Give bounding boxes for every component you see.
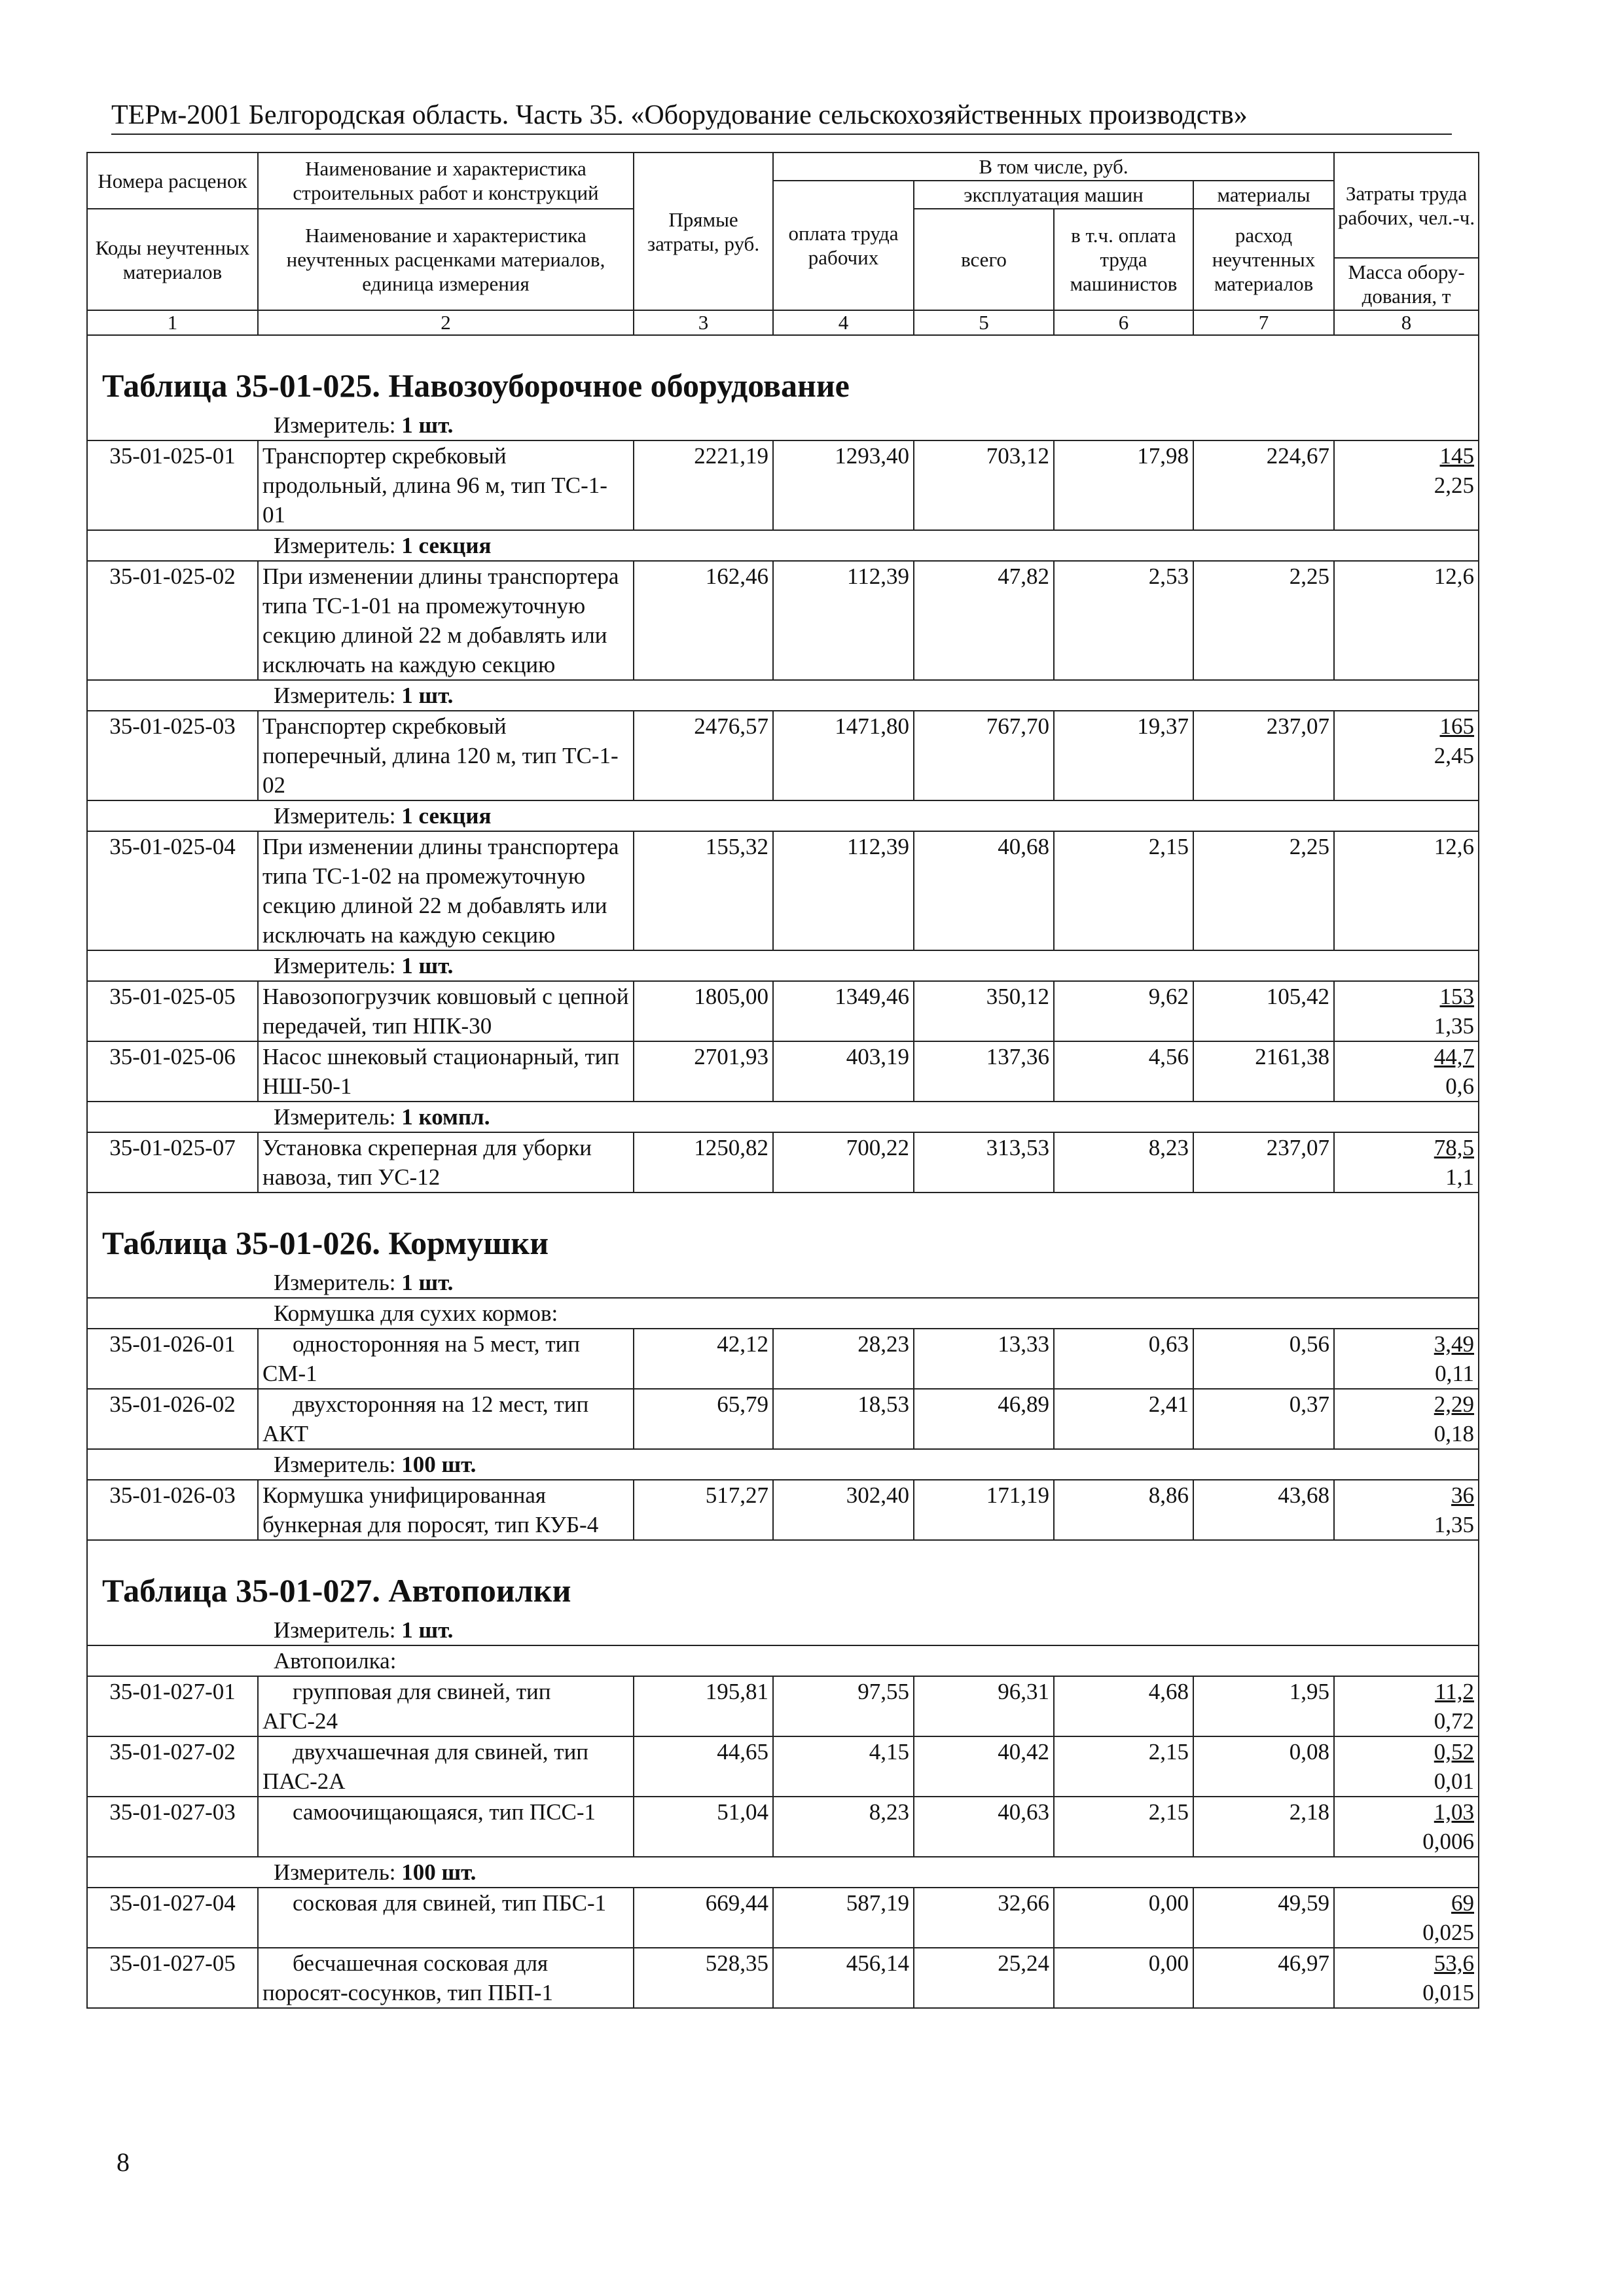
section-title-row — [87, 335, 1479, 410]
head-col1-top: Номера расценок — [87, 152, 258, 209]
rate-name: групповая для свиней, тип АГС-24 — [258, 1676, 634, 1736]
value-v6: 8,23 — [1054, 1132, 1193, 1193]
running-header: ТЕРм-2001 Белгородская область. Часть 35. «Оборудование сельскохозяйственных производств» — [111, 100, 1248, 130]
table-row — [87, 1676, 1479, 1736]
labor-mass-cell — [1334, 1888, 1479, 1948]
measure-unit: 100 шт. — [401, 1452, 477, 1477]
value-v5: 40,42 — [914, 1736, 1054, 1797]
equipment-mass: 0,01 — [1434, 1768, 1475, 1794]
measure-cell — [87, 1268, 1479, 1298]
table-row — [87, 1480, 1479, 1540]
table-row — [87, 1736, 1479, 1797]
head-col3: Прямые затраты, руб. — [634, 152, 773, 310]
labor-mass-cell — [1334, 440, 1479, 530]
labor-mass-cell — [1334, 711, 1479, 800]
value-v6: 8,86 — [1054, 1480, 1193, 1540]
labor-cost: 78,5 — [1434, 1135, 1475, 1160]
value-v3: 517,27 — [634, 1480, 773, 1540]
measure-unit: 1 шт. — [401, 1270, 454, 1295]
rate-name: Транспортер скребковый продольный, длина 96 м, тип ТС-1-01 — [258, 440, 634, 530]
rate-code: 35-01-026-01 — [87, 1329, 258, 1389]
group-heading: Автопоилка: — [87, 1645, 1479, 1676]
value-v4: 4,15 — [773, 1736, 914, 1797]
rate-name: Установка скреперная для уборки навоза, тип УС-12 — [258, 1132, 634, 1193]
measure-label: Измеритель: — [274, 1452, 396, 1477]
equipment-mass: 1,35 — [1434, 1013, 1475, 1039]
measure-label: Измеритель: — [274, 533, 396, 558]
measure-label: Измеритель: — [274, 683, 396, 708]
measure-unit: 1 компл. — [401, 1104, 490, 1130]
value-v6: 9,62 — [1054, 981, 1193, 1041]
equipment-mass: 0,11 — [1435, 1361, 1475, 1386]
value-v7: 0,37 — [1193, 1389, 1334, 1449]
section-title: Таблица 35-01-027. Автопоилки — [102, 1572, 571, 1609]
head-machines: эксплуатация машин — [914, 181, 1193, 209]
measure-unit: 1 шт. — [401, 412, 454, 438]
section-title-cell — [87, 1540, 1479, 1615]
equipment-mass: 0,18 — [1434, 1421, 1475, 1446]
labor-mass-cell — [1334, 1329, 1479, 1389]
measure-cell — [87, 530, 1479, 561]
head-col6: в т.ч. оплата труда машинистов — [1054, 209, 1193, 310]
col-number: 3 — [634, 310, 773, 335]
value-v4: 587,19 — [773, 1888, 914, 1948]
value-v5: 767,70 — [914, 711, 1054, 800]
head-col8-top: Затраты труда рабочих, чел.-ч. — [1334, 152, 1479, 258]
value-v6: 2,15 — [1054, 1797, 1193, 1857]
value-v6: 2,41 — [1054, 1389, 1193, 1449]
measure-unit: 1 шт. — [401, 1617, 454, 1643]
value-v5: 32,66 — [914, 1888, 1054, 1948]
rate-name: самоочищающаяся, тип ПСС-1 — [258, 1797, 634, 1857]
value-v4: 18,53 — [773, 1389, 914, 1449]
table-row — [87, 981, 1479, 1041]
section-title-row — [87, 1193, 1479, 1268]
labor-mass-cell — [1334, 981, 1479, 1041]
labor-cost: 11,2 — [1435, 1679, 1475, 1704]
rate-code: 35-01-026-02 — [87, 1389, 258, 1449]
labor-mass-cell — [1334, 1132, 1479, 1193]
labor-cost: 153 — [1439, 984, 1475, 1009]
value-v7: 49,59 — [1193, 1888, 1334, 1948]
value-v5: 47,82 — [914, 561, 1054, 680]
value-v5: 313,53 — [914, 1132, 1054, 1193]
value-v7: 1,95 — [1193, 1676, 1334, 1736]
value-v3: 51,04 — [634, 1797, 773, 1857]
value-v3: 669,44 — [634, 1888, 773, 1948]
value-v5: 171,19 — [914, 1480, 1054, 1540]
value-v4: 112,39 — [773, 831, 914, 950]
labor-mass-cell — [1334, 1948, 1479, 2008]
value-v3: 1805,00 — [634, 981, 773, 1041]
section-title-row — [87, 1540, 1479, 1615]
labor-cost: 0,52 — [1434, 1739, 1475, 1765]
section-title: Таблица 35-01-026. Кормушки — [102, 1225, 549, 1261]
table-row — [87, 711, 1479, 800]
header-rule — [111, 134, 1452, 135]
value-v7: 2,18 — [1193, 1797, 1334, 1857]
measure-cell — [87, 1857, 1479, 1888]
value-v6: 2,15 — [1054, 831, 1193, 950]
value-v7: 105,42 — [1193, 981, 1334, 1041]
equipment-mass: 2,45 — [1434, 743, 1475, 768]
equipment-mass: 0,025 — [1422, 1920, 1475, 1945]
measure-unit: 1 секция — [401, 803, 492, 829]
value-v4: 112,39 — [773, 561, 914, 680]
labor-cost: 145 — [1439, 443, 1475, 469]
measure-cell — [87, 1615, 1479, 1645]
labor-mass-cell — [1334, 1736, 1479, 1797]
head-materials: материалы — [1193, 181, 1334, 209]
head-col1-bottom: Коды неучтенных материалов — [87, 209, 258, 310]
table-row — [87, 1329, 1479, 1389]
value-v5: 703,12 — [914, 440, 1054, 530]
value-v4: 1471,80 — [773, 711, 914, 800]
value-v6: 2,53 — [1054, 561, 1193, 680]
value-v5: 350,12 — [914, 981, 1054, 1041]
head-col7: расход неучтенных материалов — [1193, 209, 1334, 310]
rate-name: Насос шнековый стационарный, тип НШ-50-1 — [258, 1041, 634, 1102]
measure-unit: 1 секция — [401, 533, 492, 558]
value-v4: 302,40 — [773, 1480, 914, 1540]
head-col4: оплата труда рабочих — [773, 181, 914, 310]
value-v7: 46,97 — [1193, 1948, 1334, 2008]
labor-cost: 12,6 — [1434, 564, 1475, 589]
labor-mass-cell — [1334, 1389, 1479, 1449]
labor-mass-cell — [1334, 1480, 1479, 1540]
rate-code: 35-01-025-07 — [87, 1132, 258, 1193]
value-v3: 162,46 — [634, 561, 773, 680]
value-v6: 0,00 — [1054, 1888, 1193, 1948]
table-row — [87, 561, 1479, 680]
rate-code: 35-01-025-01 — [87, 440, 258, 530]
value-v4: 456,14 — [773, 1948, 914, 2008]
col-number: 6 — [1054, 310, 1193, 335]
value-v6: 4,68 — [1054, 1676, 1193, 1736]
value-v4: 8,23 — [773, 1797, 914, 1857]
group-row — [87, 1298, 1479, 1329]
value-v5: 96,31 — [914, 1676, 1054, 1736]
rate-name: Транспортер скребковый поперечный, длина 120 м, тип ТС-1-02 — [258, 711, 634, 800]
measure-label: Измеритель: — [274, 1859, 396, 1885]
labor-mass-cell — [1334, 1041, 1479, 1102]
measure-cell — [87, 800, 1479, 831]
value-v7: 2,25 — [1193, 561, 1334, 680]
value-v5: 46,89 — [914, 1389, 1054, 1449]
value-v6: 2,15 — [1054, 1736, 1193, 1797]
value-v7: 237,07 — [1193, 1132, 1334, 1193]
value-v4: 700,22 — [773, 1132, 914, 1193]
rate-name: сосковая для свиней, тип ПБС-1 — [258, 1888, 634, 1948]
rate-code: 35-01-027-04 — [87, 1888, 258, 1948]
value-v3: 155,32 — [634, 831, 773, 950]
equipment-mass: 0,6 — [1445, 1073, 1475, 1099]
table-row — [87, 1389, 1479, 1449]
labor-cost: 165 — [1439, 713, 1475, 739]
value-v3: 195,81 — [634, 1676, 773, 1736]
col-number: 5 — [914, 310, 1054, 335]
value-v3: 65,79 — [634, 1389, 773, 1449]
measure-row — [87, 800, 1479, 831]
labor-mass-cell — [1334, 1676, 1479, 1736]
measure-label: Измеритель: — [274, 953, 396, 978]
rate-name: При изменении длины транспортера типа ТС-1-01 на промежуточную секцию длиной 22 м добавлять или исключать на каждую секцию — [258, 561, 634, 680]
measure-label: Измеритель: — [274, 1104, 396, 1130]
rate-code: 35-01-025-02 — [87, 561, 258, 680]
rate-name: односторонняя на 5 мест, тип СМ-1 — [258, 1329, 634, 1389]
measure-cell — [87, 680, 1479, 711]
table-row — [87, 440, 1479, 530]
table-row — [87, 1041, 1479, 1102]
value-v3: 1250,82 — [634, 1132, 773, 1193]
head-col5: всего — [914, 209, 1054, 310]
rate-code: 35-01-025-03 — [87, 711, 258, 800]
rate-code: 35-01-025-04 — [87, 831, 258, 950]
rate-name: Кормушка унифицированная бункерная для поросят, тип КУБ-4 — [258, 1480, 634, 1540]
section-title: Таблица 35-01-025. Навозоуборочное оборудование — [102, 367, 850, 404]
measure-label: Измеритель: — [274, 803, 396, 829]
rate-name: Навозопогрузчик ковшовый с цепной передачей, тип НПК-30 — [258, 981, 634, 1041]
rate-name: бесчашечная сосковая для поросят-сосунков, тип ПБП-1 — [258, 1948, 634, 2008]
head-col8-bottom: Масса обору-дования, т — [1334, 258, 1479, 310]
table-row — [87, 831, 1479, 950]
labor-cost: 69 — [1451, 1890, 1475, 1916]
labor-mass-cell — [1334, 831, 1479, 950]
col-number: 2 — [258, 310, 634, 335]
value-v7: 2,25 — [1193, 831, 1334, 950]
value-v4: 97,55 — [773, 1676, 914, 1736]
col-number: 7 — [1193, 310, 1334, 335]
rate-code: 35-01-027-05 — [87, 1948, 258, 2008]
rate-code: 35-01-027-03 — [87, 1797, 258, 1857]
rate-code: 35-01-026-03 — [87, 1480, 258, 1540]
labor-cost: 36 — [1451, 1482, 1475, 1508]
rate-code: 35-01-025-05 — [87, 981, 258, 1041]
labor-mass-cell — [1334, 1797, 1479, 1857]
equipment-mass: 1,35 — [1434, 1512, 1475, 1537]
value-v3: 44,65 — [634, 1736, 773, 1797]
measure-unit: 1 шт. — [401, 683, 454, 708]
rate-code: 35-01-027-01 — [87, 1676, 258, 1736]
table-row — [87, 1132, 1479, 1193]
value-v7: 2161,38 — [1193, 1041, 1334, 1102]
measure-cell — [87, 950, 1479, 981]
rate-name: двухчашечная для свиней, тип ПАС-2А — [258, 1736, 634, 1797]
value-v4: 28,23 — [773, 1329, 914, 1389]
labor-cost: 1,03 — [1434, 1799, 1475, 1825]
page-number: 8 — [117, 2147, 130, 2177]
rate-name: двухсторонняя на 12 мест, тип АКТ — [258, 1389, 634, 1449]
value-v5: 13,33 — [914, 1329, 1054, 1389]
measure-label: Измеритель: — [274, 1617, 396, 1643]
value-v7: 224,67 — [1193, 440, 1334, 530]
section-title-cell — [87, 335, 1479, 410]
measure-unit: 1 шт. — [401, 953, 454, 978]
measure-row — [87, 1857, 1479, 1888]
table-row — [87, 1797, 1479, 1857]
value-v6: 19,37 — [1054, 711, 1193, 800]
table-row — [87, 1948, 1479, 2008]
group-heading: Кормушка для сухих кормов: — [87, 1298, 1479, 1329]
labor-cost: 3,49 — [1434, 1331, 1475, 1357]
value-v3: 42,12 — [634, 1329, 773, 1389]
col-number: 1 — [87, 310, 258, 335]
labor-cost: 2,29 — [1434, 1391, 1475, 1417]
measure-row — [87, 410, 1479, 440]
value-v6: 17,98 — [1054, 440, 1193, 530]
value-v6: 0,63 — [1054, 1329, 1193, 1389]
measure-row — [87, 1449, 1479, 1480]
equipment-mass: 0,72 — [1434, 1708, 1475, 1734]
equipment-mass: 0,006 — [1422, 1829, 1475, 1854]
col-number: 4 — [773, 310, 914, 335]
measure-row — [87, 1102, 1479, 1132]
value-v3: 528,35 — [634, 1948, 773, 2008]
measure-label: Измеритель: — [274, 1270, 396, 1295]
measure-row — [87, 1615, 1479, 1645]
equipment-mass: 1,1 — [1445, 1164, 1475, 1190]
value-v6: 4,56 — [1054, 1041, 1193, 1102]
rate-name: При изменении длины транспортера типа ТС-1-02 на промежуточную секцию длиной 22 м добавлять или исключать на каждую секцию — [258, 831, 634, 950]
value-v7: 237,07 — [1193, 711, 1334, 800]
value-v7: 0,56 — [1193, 1329, 1334, 1389]
value-v6: 0,00 — [1054, 1948, 1193, 2008]
value-v5: 25,24 — [914, 1948, 1054, 2008]
value-v5: 40,63 — [914, 1797, 1054, 1857]
value-v5: 137,36 — [914, 1041, 1054, 1102]
value-v3: 2701,93 — [634, 1041, 773, 1102]
value-v5: 40,68 — [914, 831, 1054, 950]
measure-unit: 100 шт. — [401, 1859, 477, 1885]
table-body — [87, 335, 1479, 2008]
labor-cost: 53,6 — [1434, 1950, 1475, 1976]
labor-cost: 12,6 — [1434, 834, 1475, 859]
value-v4: 403,19 — [773, 1041, 914, 1102]
table-head — [87, 152, 1479, 335]
head-col2-bottom: Наименование и характеристика неучтенных расценками материалов, единица измерения — [258, 209, 634, 310]
rates-table — [86, 152, 1479, 2009]
measure-row — [87, 530, 1479, 561]
table-row — [87, 1888, 1479, 1948]
equipment-mass: 2,25 — [1434, 473, 1475, 498]
equipment-mass: 0,015 — [1422, 1980, 1475, 2005]
measure-row — [87, 950, 1479, 981]
head-col2-top: Наименование и характеристика строительных работ и конструкций — [258, 152, 634, 209]
measure-label: Измеритель: — [274, 412, 396, 438]
value-v4: 1349,46 — [773, 981, 914, 1041]
value-v4: 1293,40 — [773, 440, 914, 530]
value-v7: 0,08 — [1193, 1736, 1334, 1797]
measure-row — [87, 680, 1479, 711]
rate-code: 35-01-025-06 — [87, 1041, 258, 1102]
measure-row — [87, 1268, 1479, 1298]
value-v3: 2221,19 — [634, 440, 773, 530]
measure-cell — [87, 1102, 1479, 1132]
labor-mass-cell — [1334, 561, 1479, 680]
head-group: В том числе, руб. — [773, 152, 1334, 181]
rate-code: 35-01-027-02 — [87, 1736, 258, 1797]
value-v3: 2476,57 — [634, 711, 773, 800]
measure-cell — [87, 410, 1479, 440]
col-number: 8 — [1334, 310, 1479, 335]
group-row — [87, 1645, 1479, 1676]
value-v7: 43,68 — [1193, 1480, 1334, 1540]
section-title-cell — [87, 1193, 1479, 1268]
labor-cost: 44,7 — [1434, 1044, 1475, 1069]
measure-cell — [87, 1449, 1479, 1480]
